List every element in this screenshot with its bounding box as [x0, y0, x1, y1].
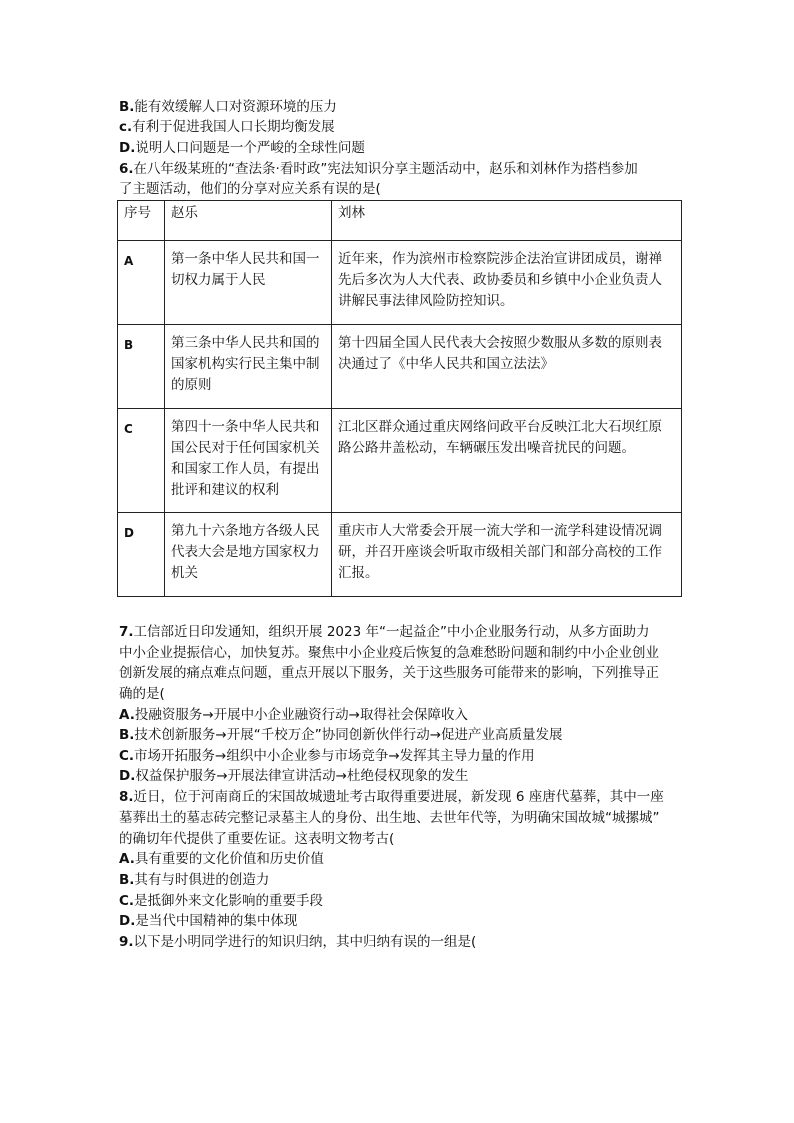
- row-liu-text: 第十四届全国人民代表大会按照少数服从多数的原则表决通过了《中华人民共和国立法法》: [332, 325, 682, 409]
- header-liu: 刘林: [332, 201, 682, 241]
- option-line: D.说明人口问题是一个严峻的全球性问题: [119, 140, 365, 156]
- question-7-stem-cont: 创新发展的痛点难点问题，重点开展以下服务，关于这些服务可能带来的影响，下列推导正: [119, 665, 659, 681]
- table-row: [118, 513, 682, 597]
- option-line: B.能有效缓解人口对资源环境的压力: [119, 99, 337, 115]
- question-7-option-a: A.投融资服务→开展中小企业融资行动→取得社会保障收入: [119, 707, 468, 723]
- row-zhao-text: 第一条中华人民共和国一切权力属于人民: [165, 241, 332, 325]
- header-number: 序号: [118, 201, 165, 241]
- header-zhao: 赵乐: [165, 201, 332, 241]
- question-8-stem-cont: 的确切年代提供了重要佐证。这表明文物考古(: [119, 831, 395, 847]
- row-liu-text: 江北区群众通过重庆网络问政平台反映江北大石坝红原路公路井盖松动，车辆碾压发出噪音扰民的问题。: [332, 409, 682, 513]
- question-7-stem-cont: 确的是(: [119, 686, 165, 702]
- question-7-stem: 7.工信部近日印发通知，组织开展 2023 年“一起益企”中小企业服务行动，从多方面助力: [119, 624, 650, 640]
- question-8-option-d: D.是当代中国精神的集中体现: [119, 913, 298, 929]
- question-7-option-c: C.市场开拓服务→组织中小企业参与市场竞争→发挥其主导力量的作用: [119, 748, 535, 764]
- question-8-option-a: A.具有重要的文化价值和历史价值: [119, 851, 324, 867]
- question-9-stem: 9.以下是小明同学进行的知识归纳，其中归纳有误的一组是(: [119, 934, 477, 950]
- row-zhao-text: 第四十一条中华人民共和国公民对于任何国家机关和国家工作人员，有提出批评和建议的权利: [165, 409, 332, 513]
- question-8-option-c: C.是抵御外来文化影响的重要手段: [119, 893, 324, 909]
- row-letter: A: [118, 241, 165, 325]
- question-7-stem-cont: 中小企业提振信心，加快复苏。聚焦中小企业疫后恢复的急难愁盼问题和制约中小企业创业: [119, 645, 659, 661]
- row-zhao-text: 第九十六条地方各级人民代表大会是地方国家权力机关: [165, 513, 332, 597]
- question-6-stem: 6.在八年级某班的“查法条·看时政”宪法知识分享主题活动中，赵乐和刘林作为搭档参加: [119, 161, 638, 177]
- question-7-option-b: B.技术创新服务→开展“千校万企”协同创新伙伴行动→促进产业高质量发展: [119, 727, 563, 743]
- row-liu-text: 近年来，作为滨州市检察院涉企法治宣讲团成员，谢禅先后多次为人大代表、政协委员和乡镇中小企业负责人讲解民事法律风险防控知识。: [332, 241, 682, 325]
- row-letter: C: [118, 409, 165, 513]
- table-row: [118, 325, 682, 409]
- row-letter: B: [118, 325, 165, 409]
- question-8-option-b: B.其有与时俱进的创造力: [119, 872, 270, 888]
- table-row: [118, 241, 682, 325]
- option-line: c.有利于促进我国人口长期均衡发展: [119, 119, 335, 135]
- question-8-stem-cont: 墓葬出土的墓志砖完整记录墓主人的身份、出生地、去世年代等，为明确宋国故城“城摞城”: [119, 810, 660, 826]
- row-zhao-text: 第三条中华人民共和国的国家机构实行民主集中制的原则: [165, 325, 332, 409]
- table-header-row: [118, 201, 682, 241]
- question-8-stem: 8.近日，位于河南商丘的宋国故城遗址考古取得重要进展，新发现 6 座唐代墓葬，其中一座: [119, 789, 664, 805]
- question-7-option-d: D.权益保护服务→开展法律宣讲活动→杜绝侵权现象的发生: [119, 768, 469, 784]
- table-row: [118, 409, 682, 513]
- question-6-table: [117, 200, 682, 597]
- question-6-stem-cont: 了主题活动，他们的分享对应关系有误的是(: [119, 181, 381, 197]
- row-letter: D: [118, 513, 165, 597]
- row-liu-text: 重庆市人大常委会开展一流大学和一流学科建设情况调研，并召开座谈会听取市级相关部门和部分高校的工作汇报。: [332, 513, 682, 597]
